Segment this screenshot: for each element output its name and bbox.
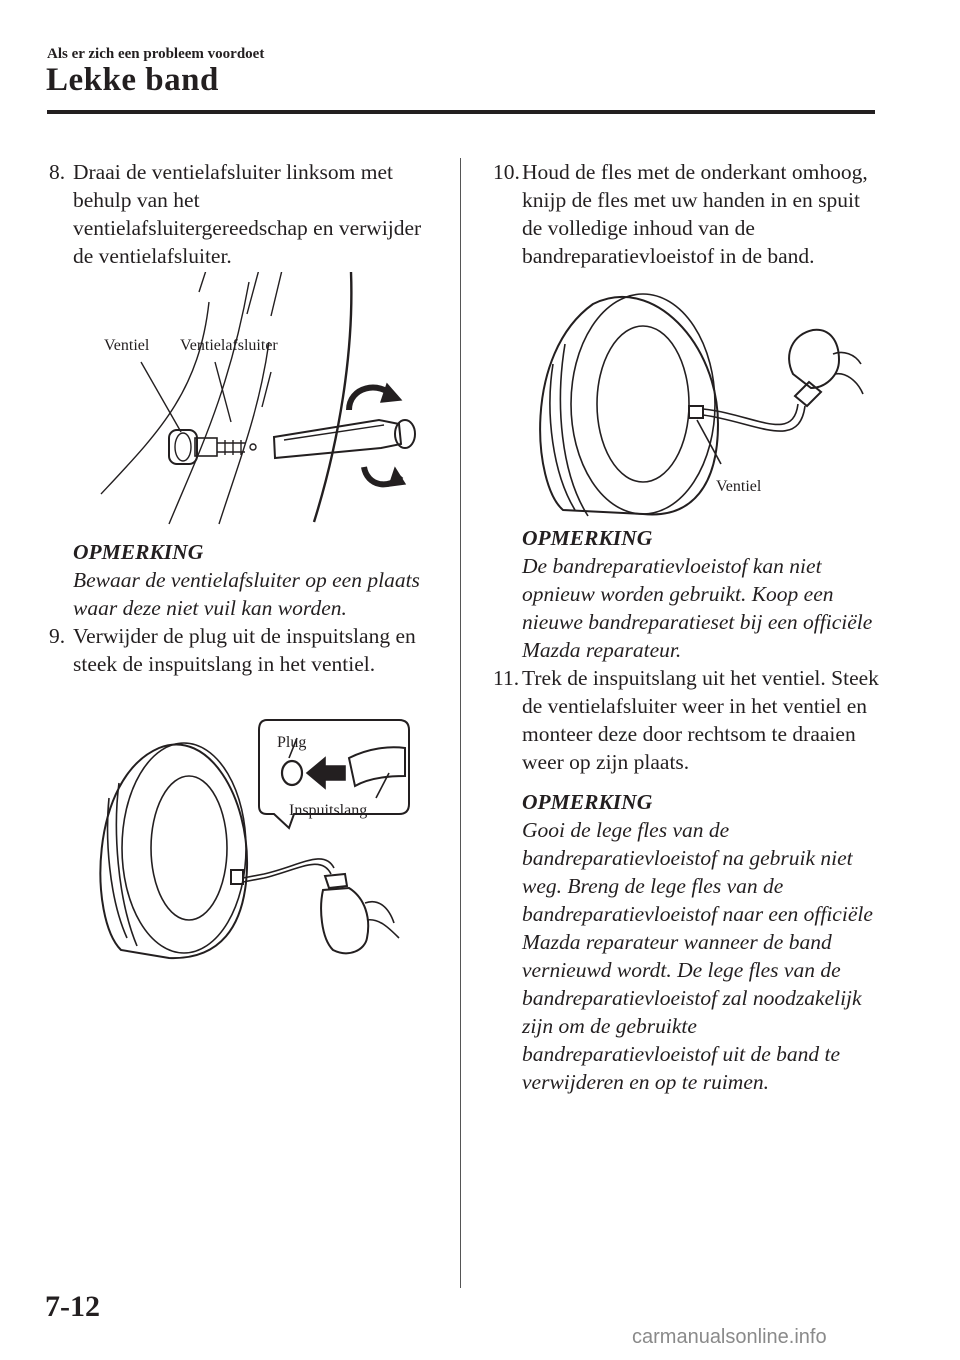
label-injection-hose: Inspuitslang	[289, 802, 368, 819]
valve-cap-illustration	[49, 272, 439, 538]
page-title: Lekke band	[46, 62, 219, 98]
step-number: 10.	[493, 160, 520, 184]
figure-valve-cap-removal	[49, 272, 439, 538]
note-text: Gooi de lege fles van de bandreparatievloeistof na gebruik niet weg. Breng de lege fles van de bandreparatievloeistof naar een officiële Mazda reparateur wanneer de band vernieuwd wordt. De lege fles van de bandreparatievloeistof zal noodzakelijk zijn om de gebruikte bandreparatievloeistof uit de band te verwijderen en op te ruimen.	[522, 818, 873, 1094]
note-heading: OPMERKING	[522, 526, 653, 550]
note-text: Bewaar de ventielafsluiter op een plaats waar deze niet vuil kan worden.	[73, 568, 420, 620]
bottle-injection-illustration	[493, 284, 883, 524]
label-valve: Ventiel	[716, 478, 762, 495]
note-3	[493, 788, 883, 1096]
step-number: 11.	[493, 666, 520, 690]
figure-bottle-injection	[493, 284, 883, 524]
note-2	[493, 524, 883, 664]
right-column	[493, 158, 883, 1096]
header-divider	[47, 110, 875, 114]
note-heading: OPMERKING	[73, 540, 204, 564]
step-11	[493, 664, 883, 776]
label-valve-cap: Ventielafsluiter	[180, 337, 278, 354]
section-title: Als er zich een probleem voordoet	[47, 46, 265, 62]
step-8	[49, 158, 439, 270]
step-text: Verwijder de plug uit de inspuitslang en steek de inspuitslang in het ventiel.	[73, 624, 416, 676]
watermark: carmanualsonline.info	[632, 1326, 827, 1348]
page-number: 7-12	[45, 1290, 100, 1323]
hose-insertion-illustration	[49, 698, 439, 968]
step-9	[49, 622, 439, 678]
note-heading: OPMERKING	[522, 790, 653, 814]
step-number: 9.	[49, 624, 66, 648]
figure-hose-insertion	[49, 698, 439, 968]
step-10	[493, 158, 883, 270]
step-number: 8.	[49, 160, 66, 184]
left-column	[49, 158, 439, 968]
note-1	[49, 538, 439, 622]
note-text: De bandreparatievloeistof kan niet opnieuw worden gebruikt. Koop een nieuwe bandreparatieset bij een officiële Mazda reparateur.	[522, 554, 873, 662]
step-text: Trek de inspuitslang uit het ventiel. Steek de ventielafsluiter weer in het ventiel en monteer deze door rechtsom te draaien weer op zijn plaats.	[522, 666, 879, 774]
step-text: Draai de ventielafsluiter linksom met behulp van het ventielafsluitergereedschap en verwijder de ventielafsluiter.	[73, 160, 422, 268]
label-plug: Plug	[277, 734, 307, 751]
column-divider	[460, 158, 461, 1288]
label-valve: Ventiel	[104, 337, 150, 354]
step-text: Houd de fles met de onderkant omhoog, knijp de fles met uw handen in en spuit de volledige inhoud van de bandreparatievloeistof in de band.	[522, 160, 868, 268]
